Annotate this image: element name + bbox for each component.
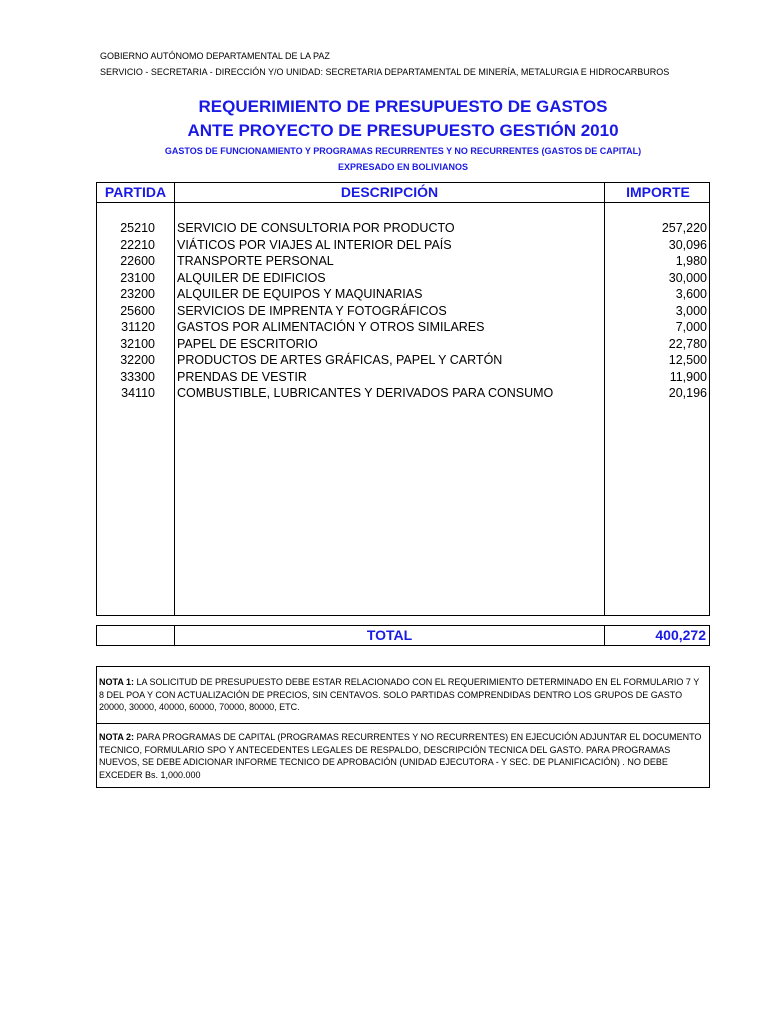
- document-currency: EXPRESADO EN BOLIVIANOS: [337, 162, 469, 172]
- notes-box: [96, 666, 710, 788]
- row-description: COMBUSTIBLE, LUBRICANTES Y DERIVADOS PARA CONSUMO: [177, 386, 554, 400]
- row-description: PRENDAS DE VESTIR: [177, 369, 307, 384]
- row-amount: 257,220: [661, 221, 707, 235]
- column-divider: [604, 626, 605, 645]
- row-description: ALQUILER DE EDIFICIOS: [177, 270, 326, 285]
- row-amount: 7,000: [675, 320, 707, 334]
- row-code: 23200: [120, 287, 155, 301]
- budget-table: [96, 182, 710, 616]
- column-header-importe: IMPORTE: [626, 184, 690, 200]
- row-amount: 20,196: [668, 386, 707, 400]
- table-row: [97, 238, 709, 255]
- row-code: 23100: [120, 270, 155, 285]
- row-code: 22600: [120, 254, 155, 268]
- row-code: 22210: [120, 237, 155, 252]
- table-header: [97, 183, 709, 203]
- row-code: 31120: [121, 320, 155, 334]
- row-description: PAPEL DE ESCRITORIO: [177, 336, 318, 351]
- row-amount: 30,096: [668, 237, 707, 252]
- table-row: [97, 304, 709, 321]
- row-code: 32200: [120, 353, 155, 367]
- row-amount: 22,780: [668, 336, 707, 351]
- row-description: GASTOS POR ALIMENTACIÓN Y OTROS SIMILARES: [177, 320, 485, 334]
- note-1-label: NOTA 1:: [99, 677, 134, 687]
- row-code: 34110: [121, 386, 155, 400]
- row-amount: 3,600: [675, 287, 707, 301]
- row-code: 32100: [120, 336, 155, 351]
- document-title: REQUERIMIENTO DE PRESUPUESTO DE GASTOS: [198, 97, 608, 116]
- note-1: [99, 676, 705, 714]
- row-description: PRODUCTOS DE ARTES GRÁFICAS, PAPEL Y CARTÓN: [177, 353, 503, 367]
- header-service: SERVICIO - SECRETARIA - DIRECCIÓN Y/O UNIDAD: SECRETARIA DEPARTAMENTAL DE MINERÍA, METALURGIA E HIDROCARBUROS: [100, 67, 670, 77]
- total-row: [96, 625, 710, 646]
- row-amount: 11,900: [669, 369, 707, 384]
- total-value: 400,272: [655, 627, 706, 643]
- header-organization: GOBIERNO AUTÓNOMO DEPARTAMENTAL DE LA PAZ: [100, 51, 330, 61]
- row-code: 33300: [120, 369, 155, 384]
- row-description: VIÁTICOS POR VIAJES AL INTERIOR DEL PAÍS: [177, 237, 452, 252]
- column-header-partida: PARTIDA: [104, 184, 167, 200]
- note-2: [99, 731, 705, 781]
- row-description: ALQUILER DE EQUIPOS Y MAQUINARIAS: [177, 287, 423, 301]
- table-row: [97, 370, 709, 387]
- column-header-descripcion: DESCRIPCIÓN: [340, 184, 439, 200]
- row-amount: 3,000: [675, 303, 707, 318]
- note-1-text: LA SOLICITUD DE PRESUPUESTO DEBE ESTAR RELACIONADO CON EL REQUERIMIENTO DETERMINADO EN EL FORMULARIO 7 Y 8 DEL POA Y CON ACTUALIZACIÓN DE PRECIOS, SIN CENTAVOS. SOLO PARTIDAS COMPRENDIDAS DENTRO LOS GRUPOS DE GASTO 20000, 30000, 40000, 60000, 70000, 80000, ETC.: [99, 677, 700, 712]
- table-row: [97, 320, 709, 337]
- table-row: [97, 337, 709, 354]
- note-2-label: NOTA 2:: [99, 732, 134, 742]
- total-label: TOTAL: [366, 627, 413, 643]
- row-code: 25210: [120, 221, 155, 235]
- table-body: [97, 221, 709, 403]
- row-description: TRANSPORTE PERSONAL: [177, 254, 334, 268]
- row-amount: 1,980: [675, 254, 707, 268]
- table-row: [97, 353, 709, 370]
- notes-divider: [97, 723, 709, 724]
- row-amount: 30,000: [668, 270, 707, 285]
- document-subtitle: ANTE PROYECTO DE PRESUPUESTO GESTIÓN 2010: [187, 121, 619, 140]
- table-row: [97, 221, 709, 238]
- row-description: SERVICIOS DE IMPRENTA Y FOTOGRÁFICOS: [177, 303, 447, 318]
- table-row: [97, 386, 709, 403]
- table-row: [97, 254, 709, 271]
- table-row: [97, 271, 709, 288]
- document-scope: GASTOS DE FUNCIONAMIENTO Y PROGRAMAS RECURRENTES Y NO RECURRENTES (GASTOS DE CAPITAL): [164, 146, 642, 156]
- row-description: SERVICIO DE CONSULTORIA POR PRODUCTO: [177, 221, 455, 235]
- row-code: 25600: [120, 303, 155, 318]
- table-row: [97, 287, 709, 304]
- row-amount: 12,500: [668, 353, 707, 367]
- note-2-text: PARA PROGRAMAS DE CAPITAL (PROGRAMAS RECURRENTES Y NO RECURRENTES) EN EJECUCIÓN ADJUNTAR EL DOCUMENTO TECNICO, FORMULARIO SPO Y ANTECEDENTES LEGALES DE RESPALDO, DESCRIPCIÓN TECNICA DEL GASTO. PARA PROGRAMAS NUEVOS, SE DEBE ADICIONAR INFORME TECNICO DE APROBACIÓN (UNIDAD EJECUTORA - Y SEC. DE PLANIFICACIÓN) . NO DEBE EXCEDER Bs. 1,000.000: [99, 732, 702, 780]
